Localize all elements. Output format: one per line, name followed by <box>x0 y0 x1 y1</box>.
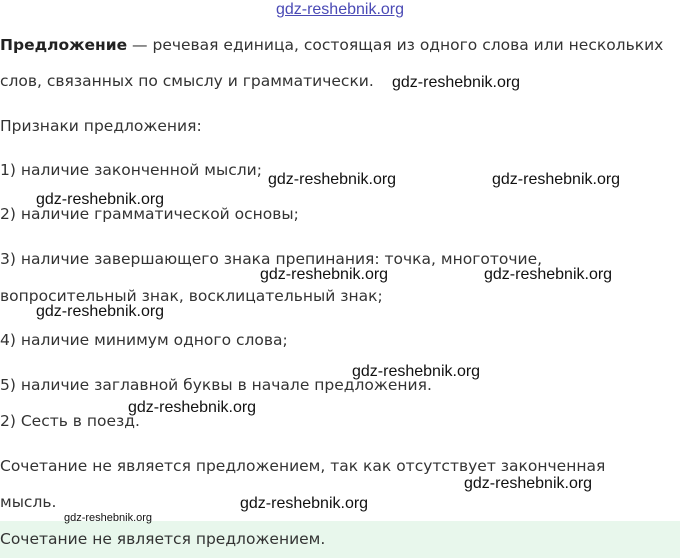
sign-item: 4) наличие минимум одного слова; <box>0 331 288 349</box>
watermark: gdz-reshebnik.org <box>36 303 165 320</box>
signs-heading: Признаки предложения: <box>0 117 202 135</box>
sign-item: 3) наличие завершающего знака препинания: точка, многоточие, <box>0 250 543 268</box>
example-phrase: 2) Сесть в поезд. <box>0 412 140 430</box>
watermark: gdz-reshebnik.org <box>128 399 257 416</box>
explanation-line-1: Сочетание не является предложением, так как отсутствует законченная <box>0 457 606 475</box>
watermark: gdz-reshebnik.org <box>260 266 389 283</box>
watermark: gdz-reshebnik.org <box>484 266 613 283</box>
watermark: gdz-reshebnik.org <box>392 74 521 91</box>
site-watermark-link[interactable]: gdz-reshebnik.org <box>275 1 405 18</box>
sign-item: 5) наличие заглавной буквы в начале предложения. <box>0 376 432 394</box>
watermark: gdz-reshebnik.org <box>464 475 593 492</box>
explanation-line-2: мысль. <box>0 493 57 511</box>
sign-item-continuation: вопросительный знак, восклицательный знак; <box>0 287 383 305</box>
watermark: gdz-reshebnik.org <box>240 495 369 512</box>
watermark: gdz-reshebnik.org <box>492 171 621 188</box>
watermark: gdz-reshebnik.org <box>64 512 153 524</box>
watermark: gdz-reshebnik.org <box>268 171 397 188</box>
sign-item: 2) наличие грамматической основы; <box>0 205 299 223</box>
answer-text: Сочетание не является предложением. <box>0 530 326 548</box>
definition-line-2: слов, связанных по смыслу и грамматически. <box>0 72 374 90</box>
watermark: gdz-reshebnik.org <box>36 191 165 208</box>
watermark: gdz-reshebnik.org <box>352 363 481 380</box>
sign-item: 1) наличие законченной мысли; <box>0 161 262 179</box>
definition-text: — речевая единица, состоящая из одного слова или нескольких <box>127 36 664 54</box>
definition-term: Предложение <box>0 36 128 54</box>
definition-line-1 <box>0 35 663 55</box>
